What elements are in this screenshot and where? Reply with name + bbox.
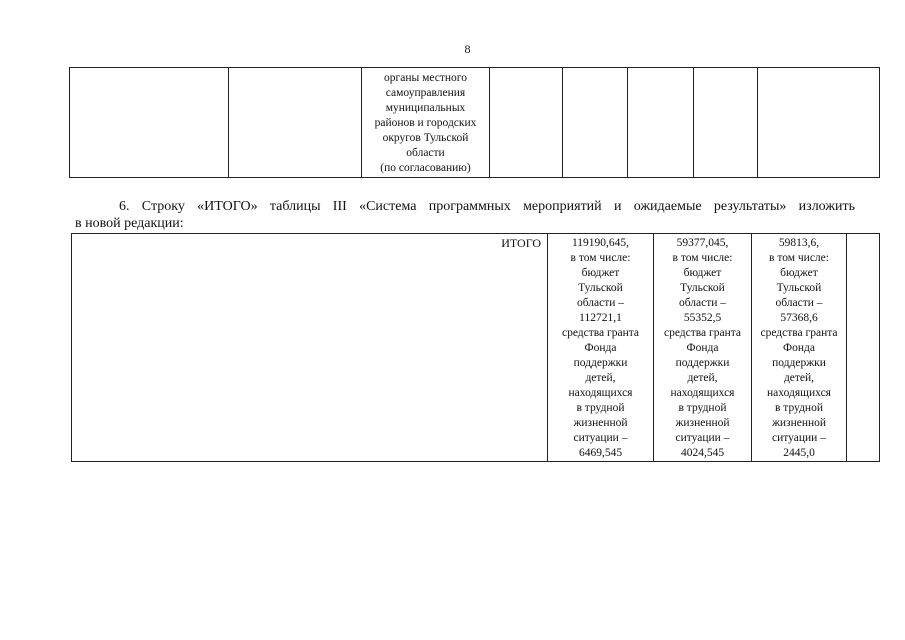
amount-cell bbox=[752, 234, 847, 462]
amount-line: 59813,6, bbox=[778, 237, 820, 249]
table-cell bbox=[229, 68, 362, 178]
amount-line: в трудной bbox=[678, 402, 727, 414]
organization-line: области bbox=[406, 147, 445, 159]
amount-line: находящихся bbox=[670, 387, 735, 399]
amount-line: жизненной bbox=[573, 417, 628, 429]
amount-line: области – bbox=[775, 297, 823, 309]
amount-line: Тульской bbox=[578, 282, 623, 294]
amount-line: поддержки bbox=[772, 357, 826, 369]
amount-line: 6469,545 bbox=[578, 447, 623, 459]
amount-line: Тульской bbox=[776, 282, 822, 294]
amount-line: в том числе: bbox=[672, 252, 733, 264]
organization-line: органы местного bbox=[384, 72, 467, 84]
amount-line: находящихся bbox=[767, 387, 831, 399]
amount-line: ситуации – bbox=[675, 432, 730, 444]
amount-line: Фонда bbox=[686, 342, 719, 354]
amount-line: области – bbox=[576, 297, 625, 309]
amount-line: детей, bbox=[687, 372, 718, 384]
amount-line: поддержки bbox=[675, 357, 730, 369]
itogo-table bbox=[71, 233, 880, 462]
amount-line: средства гранта bbox=[663, 327, 742, 339]
itogo-label-cell bbox=[72, 234, 548, 462]
paragraph-line: 6. Строку «ИТОГО» таблицы III «Система программных мероприятий и ожидаемые результаты» изложить bbox=[119, 199, 855, 214]
amount-line: 2445,0 bbox=[783, 447, 815, 459]
amount-line: ситуации – bbox=[573, 432, 628, 444]
amount-line: в том числе: bbox=[570, 252, 631, 264]
amount-line: 59377,045, bbox=[676, 237, 729, 249]
page-number: 8 bbox=[464, 42, 471, 56]
amount-line: жизненной bbox=[771, 417, 827, 429]
amount-line: детей, bbox=[585, 372, 616, 384]
amount-line: Фонда bbox=[584, 342, 617, 354]
amount-line: ситуации – bbox=[772, 432, 826, 444]
amount-line: 57368,6 bbox=[780, 312, 818, 324]
amount-line: в трудной bbox=[774, 402, 823, 414]
amount-cell bbox=[548, 234, 654, 462]
organization-line: самоуправления bbox=[385, 87, 466, 99]
itogo-label: ИТОГО bbox=[501, 236, 541, 250]
paragraph-line: в новой редакции: bbox=[75, 216, 184, 231]
amount-line: 4024,545 bbox=[680, 447, 725, 459]
table-cell bbox=[563, 68, 628, 178]
amount-line: бюджет bbox=[780, 267, 818, 279]
organization-line: муниципальных bbox=[385, 102, 466, 114]
amount-line: жизненной bbox=[675, 417, 730, 429]
amount-cell bbox=[654, 234, 752, 462]
amount-line: в том числе: bbox=[769, 252, 829, 264]
amount-line: 55352,5 bbox=[683, 312, 722, 324]
amount-line: 119190,645, bbox=[571, 237, 630, 249]
amount-line: Тульской bbox=[680, 282, 725, 294]
amount-line: поддержки bbox=[573, 357, 628, 369]
table-cell bbox=[758, 68, 880, 178]
amount-line: Фонда bbox=[783, 342, 815, 354]
amendment-paragraph bbox=[75, 198, 855, 232]
amount-line: средства гранта bbox=[561, 327, 640, 339]
organization-line: округов Тульской bbox=[382, 132, 469, 144]
table-cell bbox=[490, 68, 563, 178]
amount-line: бюджет bbox=[683, 267, 722, 279]
amount-line: средства гранта bbox=[760, 327, 838, 339]
amount-line: в трудной bbox=[576, 402, 625, 414]
organization-line: районов и городских bbox=[374, 117, 477, 129]
table-cell bbox=[70, 68, 229, 178]
table-cell bbox=[847, 234, 880, 462]
amount-line: находящихся bbox=[568, 387, 633, 399]
amount-line: детей, bbox=[783, 372, 815, 384]
table-cell bbox=[694, 68, 758, 178]
table-row bbox=[72, 234, 880, 462]
amount-line: области – bbox=[678, 297, 727, 309]
amount-line: 112721,1 bbox=[579, 312, 622, 324]
table-cell bbox=[628, 68, 694, 178]
table-row bbox=[70, 68, 880, 178]
organization-cell bbox=[362, 68, 490, 178]
continuation-table bbox=[69, 67, 880, 178]
amount-line: бюджет bbox=[581, 267, 620, 279]
organization-line: (по согласованию) bbox=[380, 162, 471, 174]
